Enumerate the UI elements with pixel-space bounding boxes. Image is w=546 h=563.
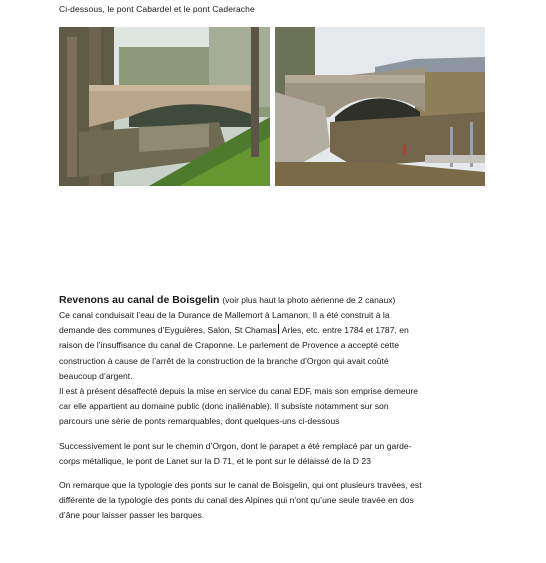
text-line: On remarque que la typologie des ponts sur le canal de Boisgelin, qui ont plusieurs travées, est [59, 480, 422, 491]
photo-caption: Ci-dessous, le pont Cabardel et le pont Caderache [59, 4, 255, 14]
article-section [59, 292, 499, 524]
section-heading: Revenons au canal de Boisgelin [59, 294, 220, 306]
text-line: car elle appartient au domaine public (donc inaliénable). Il subsiste notamment sur son [59, 401, 389, 412]
bridge-photo-cabardel [59, 27, 270, 186]
text-line: différente de la typologie des ponts du canal des Alpines qui n’ont qu’une seule travée en dos [59, 495, 414, 506]
heading-note: (voir plus haut la photo aérienne de 2 canaux) [222, 295, 396, 305]
text-line: Il est à présent désaffecté depuis la mise en service du canal EDF, mais son emprise demeure [59, 386, 419, 397]
text-line: Arles, etc. entre 1784 et 1787, en [279, 325, 409, 336]
text-line: raison de l’insuffisance du canal de Craponne. Le parlement de Provence a accepté cette [59, 340, 399, 351]
bridge-photo-caderache [275, 27, 485, 186]
section-heading-line [59, 292, 499, 308]
text-cursor [278, 324, 279, 334]
text-line: Ce canal conduisait l’eau de la Durance de Mallemort à Lamanon. Il a été construit à la [59, 310, 390, 320]
text-line: d’âne pour laisser passer les barques. [59, 510, 205, 521]
paragraph-4 [59, 478, 499, 524]
text-line: beaucoup d’argent. [59, 370, 133, 381]
paragraph-1 [59, 308, 499, 384]
text-line: Successivement le pont sur le chemin d’Orgon, dont le parapet a été remplacé par un garde- [59, 440, 412, 451]
paragraph-3 [59, 439, 499, 469]
text-line: demande des communes d’Eyguières, Salon, St Chamas [59, 325, 277, 336]
paragraph-2 [59, 384, 499, 430]
text-line: corps métallique, le pont de Lanet sur la D 71, et le pont sur le délaissé de la D 23 [59, 455, 371, 466]
text-line: construction à cause de l’arrêt de la construction de la branche d’Orgon qui avait coûté [59, 355, 389, 366]
text-line: parcours une série de ponts remarquables, dont quelques-uns ci-dessous [59, 416, 340, 427]
